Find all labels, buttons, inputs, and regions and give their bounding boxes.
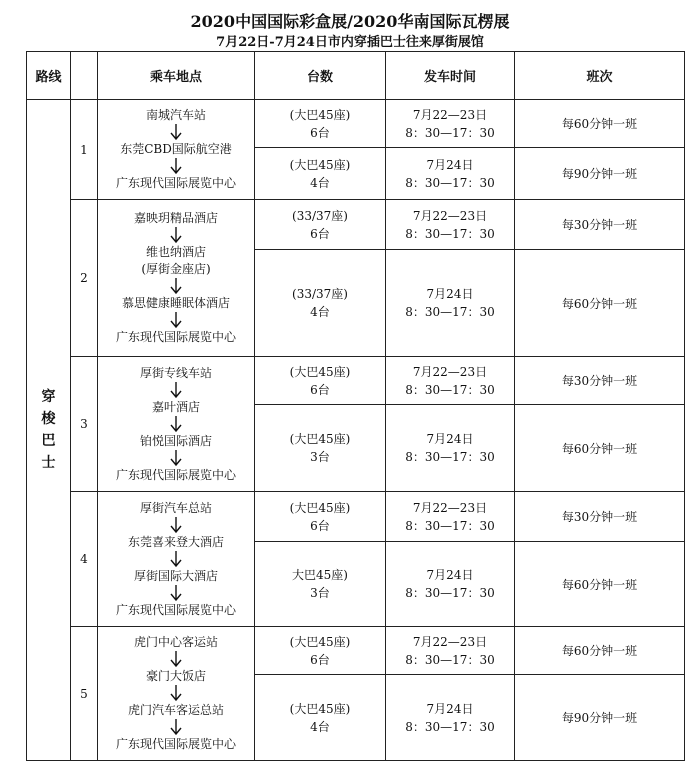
departure-hours: 8：30—17：30 xyxy=(405,226,495,241)
stop-name: 广东现代国际展览中心 xyxy=(115,467,236,482)
stop-name: 嘉映玥精品酒店 xyxy=(133,211,218,225)
stop-name: 豪门大饭店 xyxy=(145,669,206,683)
departure-cell xyxy=(386,250,515,357)
header-boarding-location: 乘车地点 xyxy=(98,52,255,100)
bus-type: (大巴45座) xyxy=(289,432,351,446)
stop-name: 慕思健康睡眠体酒店 xyxy=(121,296,230,310)
stop-name: (厚街金座店) xyxy=(141,262,211,276)
route-number: 2 xyxy=(71,200,98,357)
frequency-cell: 每60分钟一班 xyxy=(515,250,685,357)
route-stops xyxy=(98,627,255,761)
bus-count: 4台 xyxy=(310,719,330,734)
departure-cell xyxy=(386,492,515,542)
stop-name: 铂悦国际酒店 xyxy=(139,433,212,448)
departure-date: 7月24日 xyxy=(426,432,474,446)
stop-name: 厚街汽车总站 xyxy=(139,500,212,515)
departure-hours: 8：30—17：30 xyxy=(405,305,495,319)
departure-cell xyxy=(386,675,515,761)
stop-name: 厚街国际大酒店 xyxy=(133,568,218,583)
route-number: 4 xyxy=(71,492,98,627)
bus-count: 6台 xyxy=(310,652,330,667)
bus-count: 6台 xyxy=(310,518,330,533)
bus-type: (大巴45座) xyxy=(289,701,351,716)
table-row xyxy=(27,627,685,675)
route-number: 1 xyxy=(71,100,98,200)
bus-count: 4台 xyxy=(310,305,330,319)
bus-count-cell xyxy=(255,492,386,542)
departure-date: 7月24日 xyxy=(426,568,474,582)
bus-count-cell xyxy=(255,405,386,492)
down-arrow-icon xyxy=(98,517,254,534)
departure-date: 7月24日 xyxy=(426,157,474,172)
departure-date: 7月22—23日 xyxy=(412,500,488,515)
departure-hours: 8：30—17：30 xyxy=(405,652,495,667)
departure-cell xyxy=(386,148,515,200)
stop-name: 虎门汽车客运总站 xyxy=(127,703,224,717)
down-arrow-icon xyxy=(98,450,254,467)
down-arrow-icon xyxy=(98,124,254,141)
route-stops xyxy=(98,100,255,200)
stop-name: 广东现代国际展览中心 xyxy=(115,330,236,344)
stop-name: 虎门中心客运站 xyxy=(133,635,218,649)
table-row xyxy=(27,357,685,405)
header-bus-count: 台数 xyxy=(255,52,386,100)
table-row xyxy=(27,200,685,250)
document-subtitle: 7月22日-7月24日市内穿插巴士往来厚街展馆 xyxy=(216,35,484,50)
down-arrow-icon xyxy=(98,651,254,668)
bus-count: 6台 xyxy=(310,226,330,241)
frequency-cell: 每90分钟一班 xyxy=(515,148,685,200)
bus-count-cell xyxy=(255,542,386,627)
frequency-cell: 每30分钟一班 xyxy=(515,492,685,542)
stop-name: 广东现代国际展览中心 xyxy=(115,737,236,751)
bus-count: 6台 xyxy=(310,382,330,397)
table-row xyxy=(27,100,685,148)
bus-count-cell xyxy=(255,200,386,250)
down-arrow-icon xyxy=(98,158,254,175)
down-arrow-icon xyxy=(98,416,254,433)
bus-count-cell xyxy=(255,148,386,200)
departure-date: 7月22—23日 xyxy=(412,634,488,649)
header-route: 路线 xyxy=(27,52,71,100)
header-departure-time: 发车时间 xyxy=(386,52,515,100)
bus-type: (大巴45座) xyxy=(289,364,351,379)
line-type-char: 穿 xyxy=(41,389,56,405)
bus-count: 3台 xyxy=(310,586,330,600)
line-type-char: 巴 xyxy=(41,433,56,449)
bus-type: 大巴45座) xyxy=(292,568,348,582)
down-arrow-icon xyxy=(98,551,254,568)
frequency-cell: 每60分钟一班 xyxy=(515,627,685,675)
departure-cell xyxy=(386,357,515,405)
route-stops xyxy=(98,200,255,357)
departure-cell xyxy=(386,627,515,675)
stop-name: 厚街专线车站 xyxy=(139,365,212,380)
departure-hours: 8：30—17：30 xyxy=(405,518,495,533)
departure-date: 7月22—23日 xyxy=(412,208,488,223)
bus-count-cell xyxy=(255,100,386,148)
departure-hours: 8：30—17：30 xyxy=(405,175,495,190)
bus-count-cell xyxy=(255,675,386,761)
stop-name: 南城汽车站 xyxy=(145,108,206,122)
departure-hours: 8：30—17：30 xyxy=(405,719,495,734)
stop-name: 嘉叶酒店 xyxy=(151,399,200,414)
frequency-cell: 每30分钟一班 xyxy=(515,200,685,250)
down-arrow-icon xyxy=(98,278,254,295)
bus-type: (33/37座) xyxy=(292,208,348,223)
frequency-cell: 每90分钟一班 xyxy=(515,675,685,761)
bus-type: (大巴45座) xyxy=(289,107,351,122)
bus-count: 6台 xyxy=(310,125,330,140)
bus-count: 4台 xyxy=(310,175,330,190)
departure-cell xyxy=(386,542,515,627)
document-title: 2020中国国际彩盒展/2020华南国际瓦楞展 xyxy=(190,12,510,31)
bus-type: (大巴45座) xyxy=(289,634,351,649)
route-stops xyxy=(98,492,255,627)
frequency-cell: 每60分钟一班 xyxy=(515,100,685,148)
departure-date: 7月24日 xyxy=(426,701,474,716)
down-arrow-icon xyxy=(98,382,254,399)
stop-name: 广东现代国际展览中心 xyxy=(115,602,236,617)
frequency-cell: 每60分钟一班 xyxy=(515,542,685,627)
bus-type: (大巴45座) xyxy=(289,157,351,172)
bus-count-cell xyxy=(255,250,386,357)
departure-cell xyxy=(386,100,515,148)
stop-name: 维也纳酒店 xyxy=(145,245,206,259)
line-type-char: 梭 xyxy=(41,411,56,427)
stop-name: 东莞喜来登大酒店 xyxy=(127,534,224,549)
bus-type: (大巴45座) xyxy=(289,500,351,515)
departure-date: 7月24日 xyxy=(426,287,474,301)
table-header-row xyxy=(27,52,685,100)
shuttle-bus-table xyxy=(26,51,685,761)
down-arrow-icon xyxy=(98,227,254,244)
route-number: 3 xyxy=(71,357,98,492)
route-number: 5 xyxy=(71,627,98,761)
departure-cell xyxy=(386,405,515,492)
departure-hours: 8：30—17：30 xyxy=(405,382,495,397)
header-frequency: 班次 xyxy=(515,52,685,100)
header-route-no xyxy=(71,52,98,100)
route-stops xyxy=(98,357,255,492)
bus-count-cell xyxy=(255,357,386,405)
bus-type: (33/37座) xyxy=(292,287,348,301)
down-arrow-icon xyxy=(98,685,254,702)
departure-hours: 8：30—17：30 xyxy=(405,450,495,464)
line-type-cell xyxy=(27,100,71,761)
bus-count-cell xyxy=(255,627,386,675)
frequency-cell: 每60分钟一班 xyxy=(515,405,685,492)
down-arrow-icon xyxy=(98,585,254,602)
stop-name: 东莞CBD国际航空港 xyxy=(120,142,232,156)
departure-hours: 8：30—17：30 xyxy=(405,125,495,140)
down-arrow-icon xyxy=(98,719,254,736)
bus-count: 3台 xyxy=(310,450,330,464)
departure-date: 7月22—23日 xyxy=(412,107,488,122)
departure-date: 7月22—23日 xyxy=(412,364,488,379)
departure-hours: 8：30—17：30 xyxy=(405,586,495,600)
down-arrow-icon xyxy=(98,312,254,329)
stop-name: 广东现代国际展览中心 xyxy=(115,176,236,190)
table-row xyxy=(27,492,685,542)
departure-cell xyxy=(386,200,515,250)
frequency-cell: 每30分钟一班 xyxy=(515,357,685,405)
line-type-char: 士 xyxy=(41,455,56,471)
